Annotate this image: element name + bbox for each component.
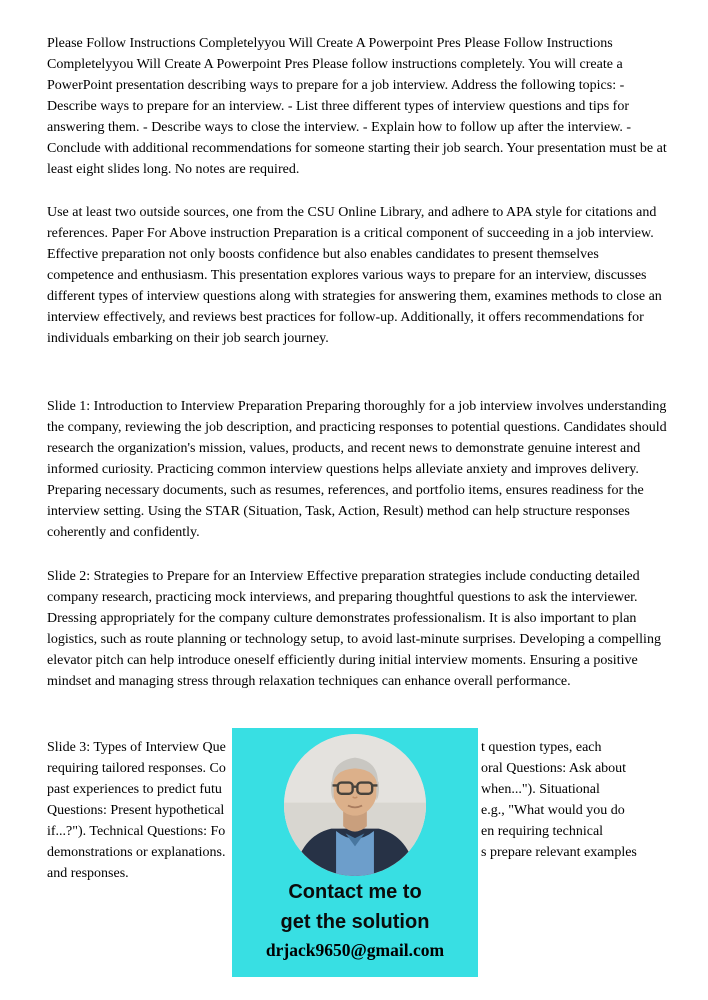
- text-fragment-left: requiring tailored responses. Co: [47, 761, 226, 776]
- text-fragment-right: oral Questions: Ask about: [481, 761, 627, 776]
- text-fragment-right: s prepare relevant examples: [481, 845, 637, 860]
- text-fragment-left: demonstrations or explanations.: [47, 845, 226, 860]
- contact-text-line1: Contact me to: [288, 881, 422, 903]
- paragraph-sources-intro: Use at least two outside sources, one from the CSU Online Library, and adhere to APA style for citations and references. Paper For Above instruction Preparation is a critical component of succeeding in a job interview. Effective preparation not only boosts confidence but also enables candidates to present themselves competence and enthusiasm. This presentation explores various ways to prepare for an interview, discusses different types of interview questions along with strategies for answering them, examines methods to close an interview effectively, and reviews best practices for follow-up. Additionally, it offers recommendations for individuals embarking on their job search journey.: [47, 205, 662, 346]
- text-fragment-right: en requiring technical: [481, 824, 604, 839]
- contact-ad-overlay: [232, 728, 478, 977]
- person-photo-illustration: [284, 734, 426, 876]
- text-fragment-right: when..."). Situational: [481, 782, 600, 797]
- text-fragment-left: and responses.: [47, 866, 129, 881]
- contact-text-line2: get the solution: [280, 911, 430, 933]
- text-fragment-left: Slide 3: Types of Interview Que: [47, 740, 226, 755]
- contact-email: drjack9650@gmail.com: [265, 940, 445, 960]
- paragraph-slide2: Slide 2: Strategies to Prepare for an Interview Effective preparation strategies include conducting detailed company research, practicing mock interviews, and preparing thoughtful questions to ask the interviewer. Dressing appropriately for the company culture demonstrates professionalism. It is also important to plan logistics, such as route planning or technology setup, to avoid last-minute surprises. Developing a compelling elevator pitch can help introduce oneself efficiently during initial interview moments. Ensuring a positive mindset and managing stress through relaxation techniques can enhance overall performance.: [47, 569, 661, 689]
- text-fragment-right: e.g., "What would you do: [481, 803, 625, 818]
- person-photo: [284, 734, 426, 876]
- text-fragment-left: past experiences to predict futu: [47, 782, 222, 797]
- paragraph-instructions: Please Follow Instructions Completelyyou Will Create A Powerpoint Pres Please Follow Instructions Completelyyou Will Create A Powerpoint Pres Please follow instructions completely. You will create a PowerPoint presentation describing ways to prepare for a job interview. Address the following topics: - Describe ways to prepare for an interview. - List three different types of interview questions and tips for answering them. - Describe ways to close the interview. - Explain how to follow up after the interview. - Conclude with additional recommendations for someone starting their job search. Your presentation must be at least eight slides long. No notes are required.: [47, 36, 667, 177]
- text-fragment-right: t question types, each: [481, 740, 602, 755]
- text-fragment-left: if...?"). Technical Questions: Fo: [47, 824, 226, 839]
- text-fragment-left: Questions: Present hypothetical: [47, 803, 225, 818]
- paragraph-slide1: Slide 1: Introduction to Interview Preparation Preparing thoroughly for a job interview involves understanding the company, reviewing the job description, and practicing responses to potential questions. Candidates should research the organization's mission, values, products, and recent news to demonstrate genuine interest and informed curiosity. Practicing common interview questions helps alleviate anxiety and improves delivery. Preparing necessary documents, such as resumes, references, and portfolio items, ensures readiness for the interview setting. Using the STAR (Situation, Task, Action, Result) method can help structure responses coherently and confidently.: [47, 399, 667, 540]
